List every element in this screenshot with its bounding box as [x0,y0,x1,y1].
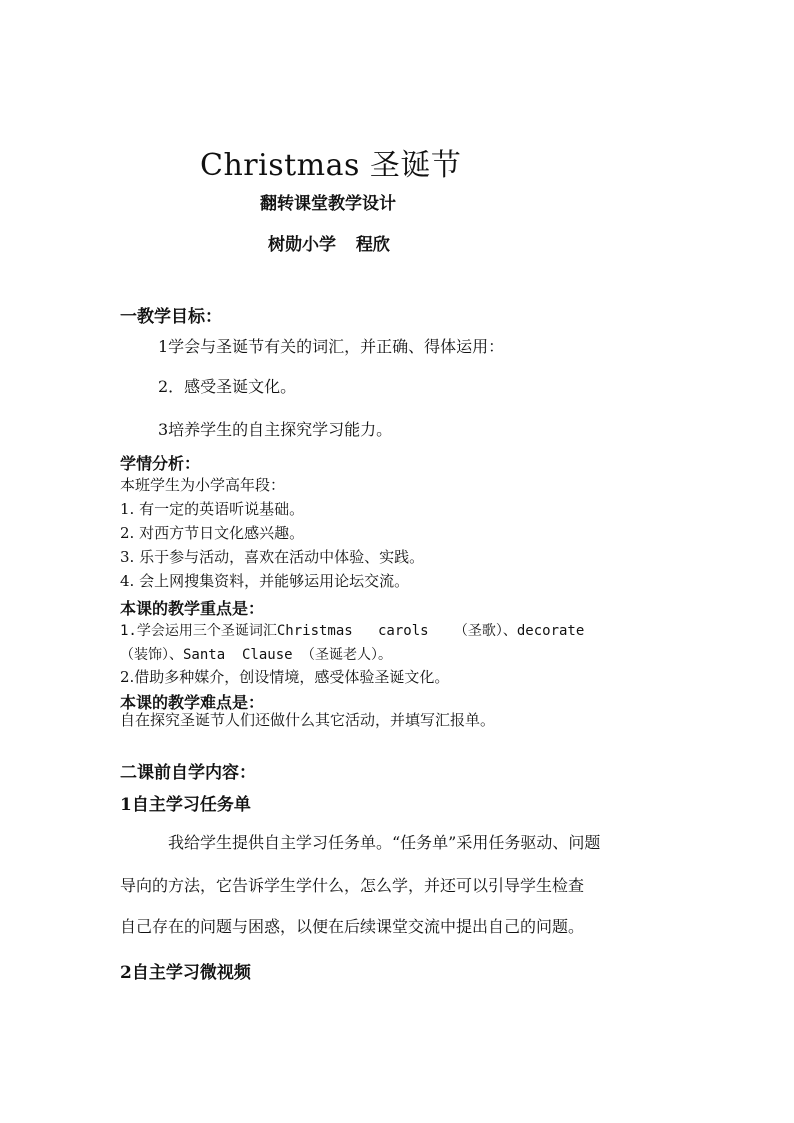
subheading-micro-video: 2自主学习微视频 [120,963,251,983]
analysis-item: 2. 对西方节日文化感兴趣。 [120,524,305,542]
section-heading-goals: 一教学目标： [120,307,222,327]
section-heading-difficulty: 本课的教学难点是： [120,693,265,712]
goal-item: 3培养学生的自主探究学习能力。 [158,420,393,439]
goal-item: 2．感受圣诞文化。 [158,377,297,396]
section-heading-preclass: 二课前自学内容： [120,763,256,783]
analysis-item: 1. 有一定的英语听说基础。 [120,500,305,518]
section-heading-keypoints: 本课的教学重点是： [120,599,265,618]
document-title: Christmas 圣诞节 [200,148,462,183]
analysis-intro: 本班学生为小学高年段： [120,476,286,494]
paragraph-line: 自己存在的问题与困惑，以便在后续课堂交流中提出自己的问题。 [120,917,585,936]
analysis-item: 3. 乐于参与活动，喜欢在活动中体验、实践。 [120,548,425,566]
difficulty-text: 自在探究圣诞节人们还做什么其它活动，并填写汇报单。 [120,711,496,729]
subheading-task-sheet: 1自主学习任务单 [120,795,251,815]
section-heading-analysis: 学情分析： [120,454,201,473]
keypoint-line: （装饰）、Santa Clause （圣诞老人）。 [120,647,393,663]
paragraph-line: 我给学生提供自主学习任务单。“任务单”采用任务驱动、问题 [168,833,601,852]
analysis-item: 4. 会上网搜集资料，并能够运用论坛交流。 [120,572,410,590]
keypoint-line: 2.借助多种媒介，创设情境，感受体验圣诞文化。 [120,668,450,686]
document-subtitle: 翻转课堂教学设计 [260,194,396,214]
document-author: 树勋小学 程欣 [268,235,390,255]
paragraph-line: 导向的方法，它告诉学生学什么，怎么学，并还可以引导学生检查 [120,876,585,895]
goal-item: 1学会与圣诞节有关的词汇，并正确、得体运用： [158,337,505,356]
keypoint-line: 1.学会运用三个圣诞词汇Christmas carols （圣歌）、decorate [120,623,585,639]
